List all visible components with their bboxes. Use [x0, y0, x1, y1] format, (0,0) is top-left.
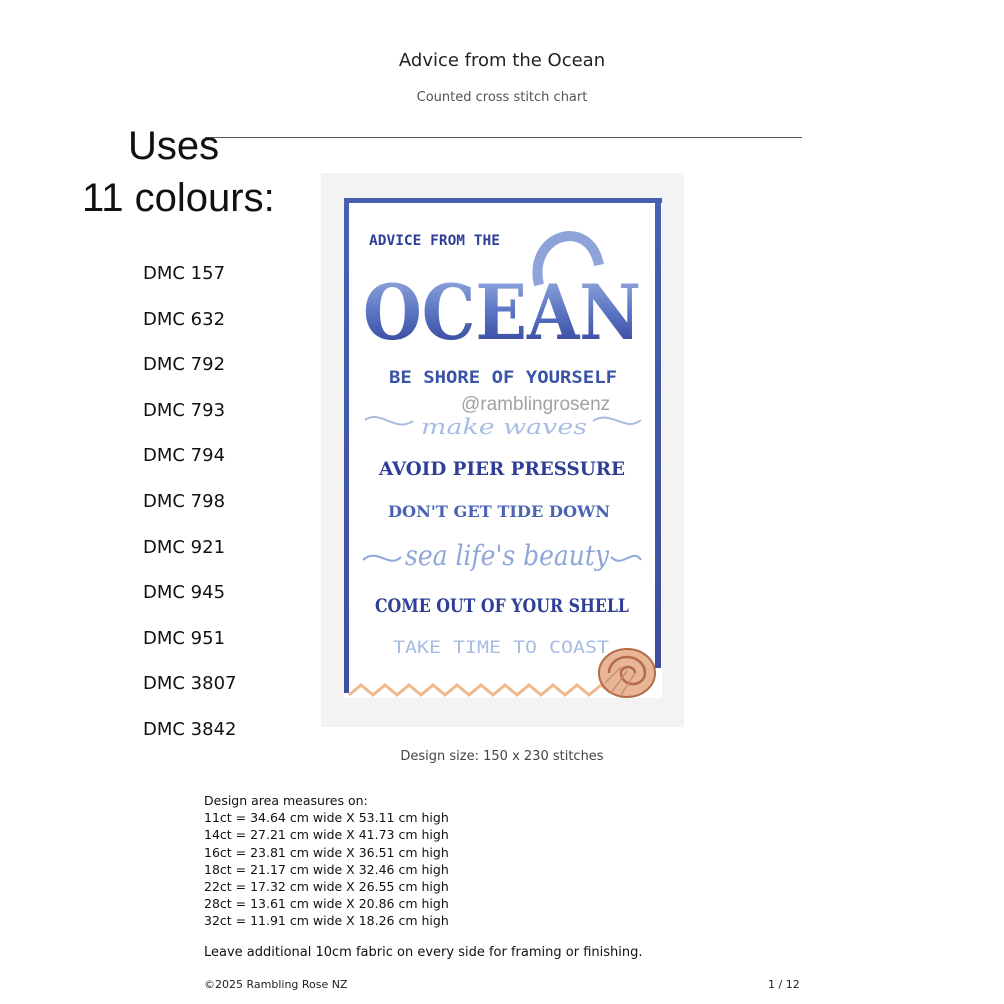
measure-row: 16ct = 23.81 cm wide X 36.51 cm high — [204, 844, 449, 860]
watermark-text: @ramblingrosenz — [461, 394, 611, 415]
colour-item: DMC 798 — [143, 490, 226, 512]
right-border — [655, 198, 661, 668]
document-subtitle: Counted cross stitch chart — [416, 90, 588, 105]
colour-count-heading: 11 colours: — [82, 176, 275, 220]
colour-item: DMC 921 — [143, 536, 226, 558]
chart-text-ocean: OCEAN — [363, 268, 641, 357]
chart-text-advice: ADVICE FROM THE — [369, 233, 500, 249]
measure-row: 22ct = 17.32 cm wide X 26.55 cm high — [204, 879, 449, 895]
colour-item: DMC 793 — [143, 399, 226, 421]
measure-row: 14ct = 27.21 cm wide X 41.73 cm high — [204, 827, 449, 843]
chart-text-shell: COME OUT OF YOUR SHELL — [375, 595, 629, 617]
colour-item: DMC 794 — [143, 445, 226, 467]
measure-row: 32ct = 11.91 cm wide X 18.26 cm high — [204, 913, 449, 929]
colour-item: DMC 3807 — [143, 673, 237, 695]
fabric-note: Leave additional 10cm fabric on every side for framing or finishing. — [204, 945, 643, 960]
measures-heading: Design area measures on: — [204, 793, 368, 808]
document-title: Advice from the Ocean — [398, 50, 606, 71]
colour-item: DMC 945 — [143, 582, 226, 604]
measures-block — [204, 792, 449, 930]
colour-list — [143, 262, 237, 764]
colour-item: DMC 632 — [143, 308, 226, 330]
top-border — [344, 198, 662, 203]
colour-item: DMC 157 — [143, 263, 226, 284]
chart-text-pier: AVOID PIER PRESSURE — [378, 458, 625, 480]
colour-item: DMC 792 — [143, 354, 226, 376]
measure-row: 11ct = 34.64 cm wide X 53.11 cm high — [204, 810, 449, 826]
header-divider — [205, 137, 802, 138]
left-border — [344, 198, 349, 693]
chart-text-waves: make waves — [421, 415, 588, 439]
colour-item: DMC 3842 — [143, 718, 237, 740]
colour-item: DMC 951 — [143, 627, 226, 649]
design-size: Design size: 150 x 230 stitches — [400, 749, 604, 764]
measure-row: 28ct = 13.61 cm wide X 20.86 cm high — [204, 896, 449, 912]
uses-heading: Uses — [128, 124, 220, 168]
shell-icon — [599, 649, 655, 697]
pattern-preview-svg — [321, 173, 684, 727]
chart-text-tide: DON'T GET TIDE DOWN — [388, 502, 610, 521]
pattern-preview-image — [321, 173, 684, 727]
measure-row: 18ct = 21.17 cm wide X 32.46 cm high — [204, 861, 449, 877]
chart-text-shore: BE SHORE OF YOURSELF — [389, 368, 617, 388]
chart-text-sealife: sea life's beauty — [405, 539, 611, 572]
chart-text-coast: TAKE TIME TO COAST — [393, 638, 609, 658]
footer-copyright: ©2025 Rambling Rose NZ — [204, 978, 348, 991]
page-number: 1 / 12 — [768, 978, 800, 991]
